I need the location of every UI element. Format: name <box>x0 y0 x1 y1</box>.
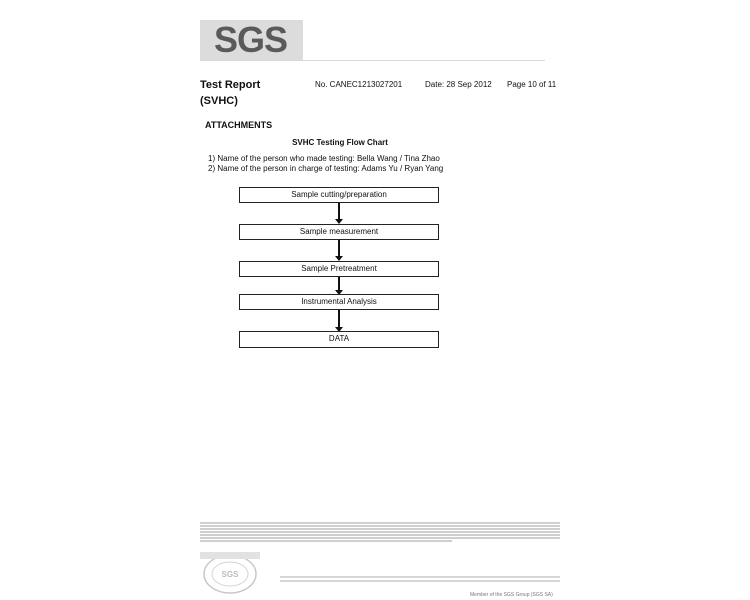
sgs-logo <box>200 20 303 60</box>
attachments-heading: ATTACHMENTS <box>205 120 273 130</box>
flow-step-analysis: Instrumental Analysis <box>239 294 439 310</box>
svg-text:SGS: SGS <box>221 570 239 579</box>
persons-block <box>208 154 443 174</box>
report-date: Date: 28 Sep 2012 <box>425 80 492 89</box>
flow-step-pretreatment: Sample Pretreatment <box>239 261 439 277</box>
flow-arrow-3 <box>338 277 340 291</box>
flow-arrow-2 <box>338 240 340 257</box>
flow-step-data: DATA <box>239 331 439 348</box>
flow-arrow-4 <box>338 310 340 328</box>
sgs-logo-text: SGS <box>214 19 288 60</box>
flow-chart-title: SVHC Testing Flow Chart <box>292 138 388 147</box>
flow-arrow-1 <box>338 203 340 220</box>
header-divider <box>200 60 545 61</box>
report-subtitle: (SVHC) <box>200 95 238 107</box>
report-number: No. CANEC1213027201 <box>315 80 403 89</box>
sgs-group-member: Member of the SGS Group (SGS SA) <box>470 592 553 598</box>
page-number: Page 10 of 11 <box>507 80 557 89</box>
flow-step-measurement: Sample measurement <box>239 224 439 240</box>
sgs-stamp-seal <box>200 550 260 595</box>
footer-contact-lines <box>280 574 560 584</box>
legal-disclaimer <box>200 522 560 543</box>
report-title: Test Report <box>200 79 261 91</box>
person-in-charge: 2) Name of the person in charge of testing: Adams Yu / Ryan Yang <box>208 164 444 173</box>
flow-step-cutting: Sample cutting/preparation <box>239 187 439 203</box>
person-testing: 1) Name of the person who made testing: Bella Wang / Tina Zhao <box>208 154 440 163</box>
